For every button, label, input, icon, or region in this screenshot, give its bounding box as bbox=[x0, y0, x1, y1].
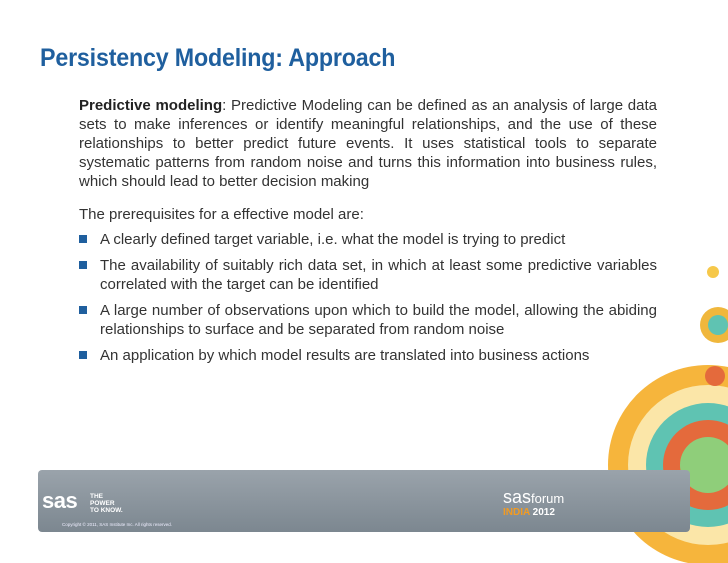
definition-text: : Predictive Modeling can be defined as an analysis of large data sets to make inferences or identify meaningful relationships, and the use of these relationships to better predict future events. It uses statistical tools to separate systematic patterns from random noise and turns this information into business rules, which should lead to better decision making bbox=[79, 97, 657, 190]
bullet-square-icon bbox=[79, 351, 87, 359]
bullet-item bbox=[79, 301, 657, 339]
sas-logo: sas bbox=[42, 488, 78, 513]
prerequisites-heading: The prerequisites for a effective model are: bbox=[79, 206, 364, 223]
copyright-text: Copyright © 2011, SAS Institute Inc. All rights reserved. bbox=[62, 522, 173, 527]
circle-small-1-inner bbox=[708, 315, 728, 335]
bullet-item bbox=[79, 346, 657, 365]
bullet-text: A clearly defined target variable, i.e. what the model is trying to predict bbox=[100, 231, 566, 248]
event-label: INDIA 2012 bbox=[503, 507, 555, 518]
definition-term: Predictive modeling bbox=[79, 97, 223, 114]
definition-paragraph bbox=[79, 96, 657, 191]
bullet-item bbox=[79, 230, 657, 249]
sas-tagline: THE POWER TO KNOW. bbox=[90, 493, 123, 514]
prerequisites-list bbox=[79, 230, 657, 365]
bullet-text: The availability of suitably rich data set, in which at least some predictive variables correlated with the target can be identified bbox=[100, 257, 657, 293]
bullet-square-icon bbox=[79, 261, 87, 269]
bullet-item bbox=[79, 256, 657, 294]
bullet-text: A large number of observations upon which to build the model, allowing the abiding relationships to surface and be separated from random noise bbox=[100, 302, 657, 338]
slide-title: Persistency Modeling: Approach bbox=[40, 44, 396, 72]
circle-small-3 bbox=[707, 266, 719, 278]
circle-small-2 bbox=[705, 366, 725, 386]
bullet-square-icon bbox=[79, 306, 87, 314]
bullet-text: An application by which model results are translated into business actions bbox=[100, 347, 590, 364]
slide-body bbox=[79, 96, 657, 372]
bullet-square-icon bbox=[79, 235, 87, 243]
sas-forum-logo: sasforum bbox=[503, 487, 565, 507]
